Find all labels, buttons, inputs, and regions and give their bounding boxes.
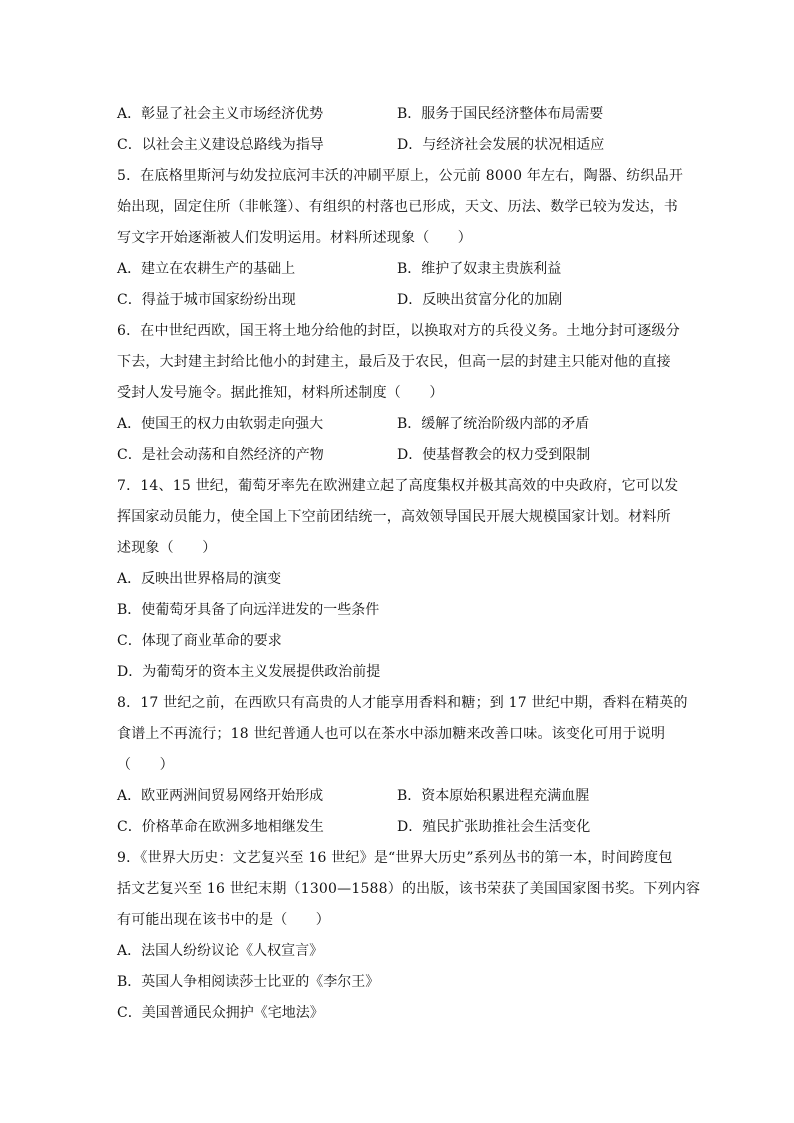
q5-stem-line-1: 5．在底格里斯河与幼发拉底河丰沃的冲刷平原上，公元前 8000 年左右，陶器、纺织品开 <box>117 168 684 184</box>
q5-options-row-1 <box>117 254 680 285</box>
q8-option-a[interactable]: A．欧亚两洲间贸易网络开始形成 <box>117 788 324 804</box>
q5-option-b[interactable]: B．维护了奴隶主贵族利益 <box>397 261 562 277</box>
q4-options-row-1 <box>117 99 680 130</box>
q7-stem-line-1: 7．14、15 世纪，葡萄牙率先在欧洲建立起了高度集权并极其高效的中央政府，它可以发 <box>117 478 679 494</box>
q4-option-d[interactable]: D．与经济社会发展的状况相适应 <box>397 137 605 153</box>
q6-option-a[interactable]: A．使国王的权力由软弱走向强大 <box>117 416 324 432</box>
q6-stem-line-3: 受封人发号施令。据此推知，材料所述制度（ ） <box>117 385 444 401</box>
q5-option-d[interactable]: D．反映出贫富分化的加剧 <box>397 292 563 308</box>
q9-stem-line-3: 有可能出现在该书中的是（ ） <box>117 912 330 928</box>
q5-stem-line-3: 写文字开始逐渐被人们发明运用。材料所述现象（ ） <box>117 230 472 246</box>
q6-option-d[interactable]: D．使基督教会的权力受到限制 <box>397 447 591 463</box>
q4-option-b[interactable]: B．服务于国民经济整体布局需要 <box>397 106 604 122</box>
q6-option-b[interactable]: B．缓解了统治阶级内部的矛盾 <box>397 416 590 432</box>
q8-option-d[interactable]: D．殖民扩张助推社会生活变化 <box>397 819 591 835</box>
q5-options-row-2 <box>117 285 680 316</box>
q6-stem-line-2: 下去，大封建主封给比他小的封建主，最后及于农民，但高一层的封建主只能对他的直接 <box>117 354 671 370</box>
q8-option-c[interactable]: C．价格革命在欧洲多地相继发生 <box>117 819 324 835</box>
q4-option-a[interactable]: A．彰显了社会主义市场经济优势 <box>117 106 324 122</box>
q9-option-a[interactable]: A．法国人纷纷议论《人权宣言》 <box>117 943 324 959</box>
q8-option-b[interactable]: B．资本原始积累进程充满血腥 <box>397 788 590 804</box>
q8-stem-line-1: 8．17 世纪之前，在西欧只有高贵的人才能享用香料和糖；到 17 世纪中期，香料在精英的 <box>117 695 688 711</box>
q5-option-c[interactable]: C．得益于城市国家纷纷出现 <box>117 292 296 308</box>
q4-options-row-2 <box>117 130 680 161</box>
q6-option-c[interactable]: C．是社会动荡和自然经济的产物 <box>117 447 324 463</box>
q6-stem-line-1: 6．在中世纪西欧，国王将土地分给他的封臣，以换取对方的兵役义务。土地分封可逐级分 <box>117 323 680 339</box>
q8-options-row-2 <box>117 812 680 843</box>
q9-stem-line-2: 括文艺复兴至 16 世纪末期（1300—1588）的出版，该书荣获了美国国家图书奖。下列内容 <box>117 881 701 897</box>
exam-content <box>117 99 701 1029</box>
q8-stem-line-3: （ ） <box>117 757 174 773</box>
q4-option-c[interactable]: C．以社会主义建设总路线为指导 <box>117 137 324 153</box>
q7-stem-line-2: 挥国家动员能力，使全国上下空前团结统一，高效领导国民开展大规模国家计划。材料所 <box>117 509 671 525</box>
q8-stem-line-2: 食谱上不再流行；18 世纪普通人也可以在茶水中添加糖来改善口味。该变化可用于说明 <box>117 726 666 742</box>
q5-option-a[interactable]: A．建立在农耕生产的基础上 <box>117 261 296 277</box>
q5-stem-line-2: 始出现，固定住所（非帐篷）、有组织的村落也已形成，天文、历法、数学已较为发达，书 <box>117 199 678 215</box>
q9-option-c[interactable]: C．美国普通民众拥护《宅地法》 <box>117 1005 324 1021</box>
q9-option-b[interactable]: B．英国人争相阅读莎士比亚的《李尔王》 <box>117 974 380 990</box>
q7-option-a[interactable]: A．反映出世界格局的演变 <box>117 571 282 587</box>
q7-stem-line-3: 述现象（ ） <box>117 540 217 556</box>
q9-stem-line-1: 9．《世界大历史：文艺复兴至 16 世纪》是“世界大历史”系列丛书的第一本，时间跨度包 <box>117 850 673 866</box>
q7-option-c[interactable]: C．体现了商业革命的要求 <box>117 633 282 649</box>
q8-options-row-1 <box>117 781 680 812</box>
q6-options-row-1 <box>117 409 680 440</box>
q7-option-d[interactable]: D．为葡萄牙的资本主义发展提供政治前提 <box>117 664 381 680</box>
q7-option-b[interactable]: B．使葡萄牙具备了向远洋进发的一些条件 <box>117 602 380 618</box>
q6-options-row-2 <box>117 440 680 471</box>
